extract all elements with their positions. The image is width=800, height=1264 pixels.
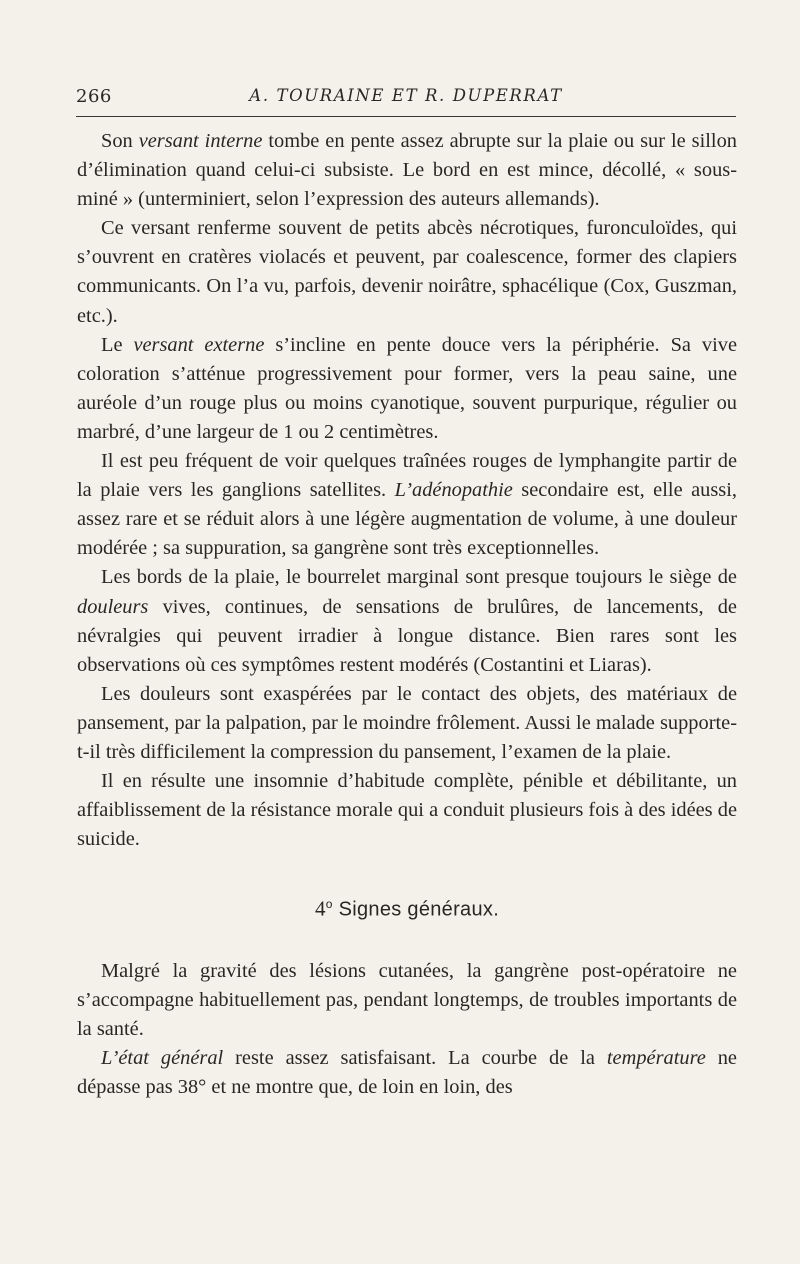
paragraph: Malgré la gravité des lésions cutanées, la gangrène post-opératoire ne s’accompagne habituellement pas, pendant longtemps, de troubles importants de la santé. xyxy=(77,960,737,1041)
paragraph: L’état général reste assez satisfaisant. La courbe de la température ne dépasse pas 38° et ne montre que, de loin en loin, des xyxy=(77,1047,737,1099)
page-number: 266 xyxy=(76,86,112,107)
emphasis: L’adénopathie xyxy=(394,479,513,502)
section-degree: o xyxy=(325,897,333,912)
page-header xyxy=(76,84,736,117)
paragraph: Son versant interne tombe en pente assez abrupte sur la plaie ou sur le sillon d’élimination quand celui-ci subsiste. Le bord en est mince, décollé, « sous-miné » (unterminiert, selon l’expression des auteurs allemands). xyxy=(77,130,737,211)
paragraph: Le versant externe s’incline en pente douce vers la périphérie. Sa vive coloration s’atténue progressivement pour former, vers la peau saine, une auréole d’un rouge plus ou moins cyanotique, souvent purpurique, régulier ou marbré, d’une largeur de 1 ou 2 centimètres. xyxy=(77,333,738,443)
running-title: A. TOURAINE ET R. DUPERRAT xyxy=(249,86,563,105)
paragraph: Il est peu fréquent de voir quelques traînées rouges de lymphangite partir de la plaie vers les ganglions satellites. L’adénopathie secondaire est, elle aussi, assez rare et se réduit alors à une légère augmentation de volume, à une douleur modérée ; sa suppuration, sa gangrène sont très exceptionnelles. xyxy=(77,450,737,560)
section-title: Signes généraux. xyxy=(332,899,500,921)
emphasis: versant externe xyxy=(133,333,265,356)
emphasis: versant interne xyxy=(138,130,263,152)
paragraph: Il en résulte une insomnie d’habitude complète, pénible et débilitante, un affaiblissement de la résistance morale qui a conduit plusieurs fois à des idées de suicide. xyxy=(77,770,737,851)
paragraph: Ce versant renferme souvent de petits abcès nécrotiques, furonculoïdes, qui s’ouvrent en cratères violacés et peuvent, par coalescence, former des clapiers communicants. On l’a vu, parfois, devenir noirâtre, sphacélique (Cox, Guszman, etc.). xyxy=(77,217,737,327)
paragraph: Les bords de la plaie, le bourrelet marginal sont presque toujours le siège de douleurs vives, continues, de sensations de brulûres, de lancements, de névralgies qui peuvent irradier à longue distance. Bien rares sont les observations où ces symptômes restent modérés (Costantini et Liaras). xyxy=(77,566,737,676)
emphasis: douleurs xyxy=(77,595,149,618)
section-heading xyxy=(77,890,737,925)
body-text xyxy=(77,127,737,1103)
section-number: 4 xyxy=(314,897,326,921)
emphasis: L’état général xyxy=(101,1047,224,1070)
paragraph: Les douleurs sont exaspérées par le contact des objets, des matériaux de pansement, par la palpation, par le moindre frôlement. Aussi le malade supporte-t-il très difficilement la compression du pansement, l’examen de la plaie. xyxy=(77,682,737,763)
emphasis: température xyxy=(606,1047,706,1070)
